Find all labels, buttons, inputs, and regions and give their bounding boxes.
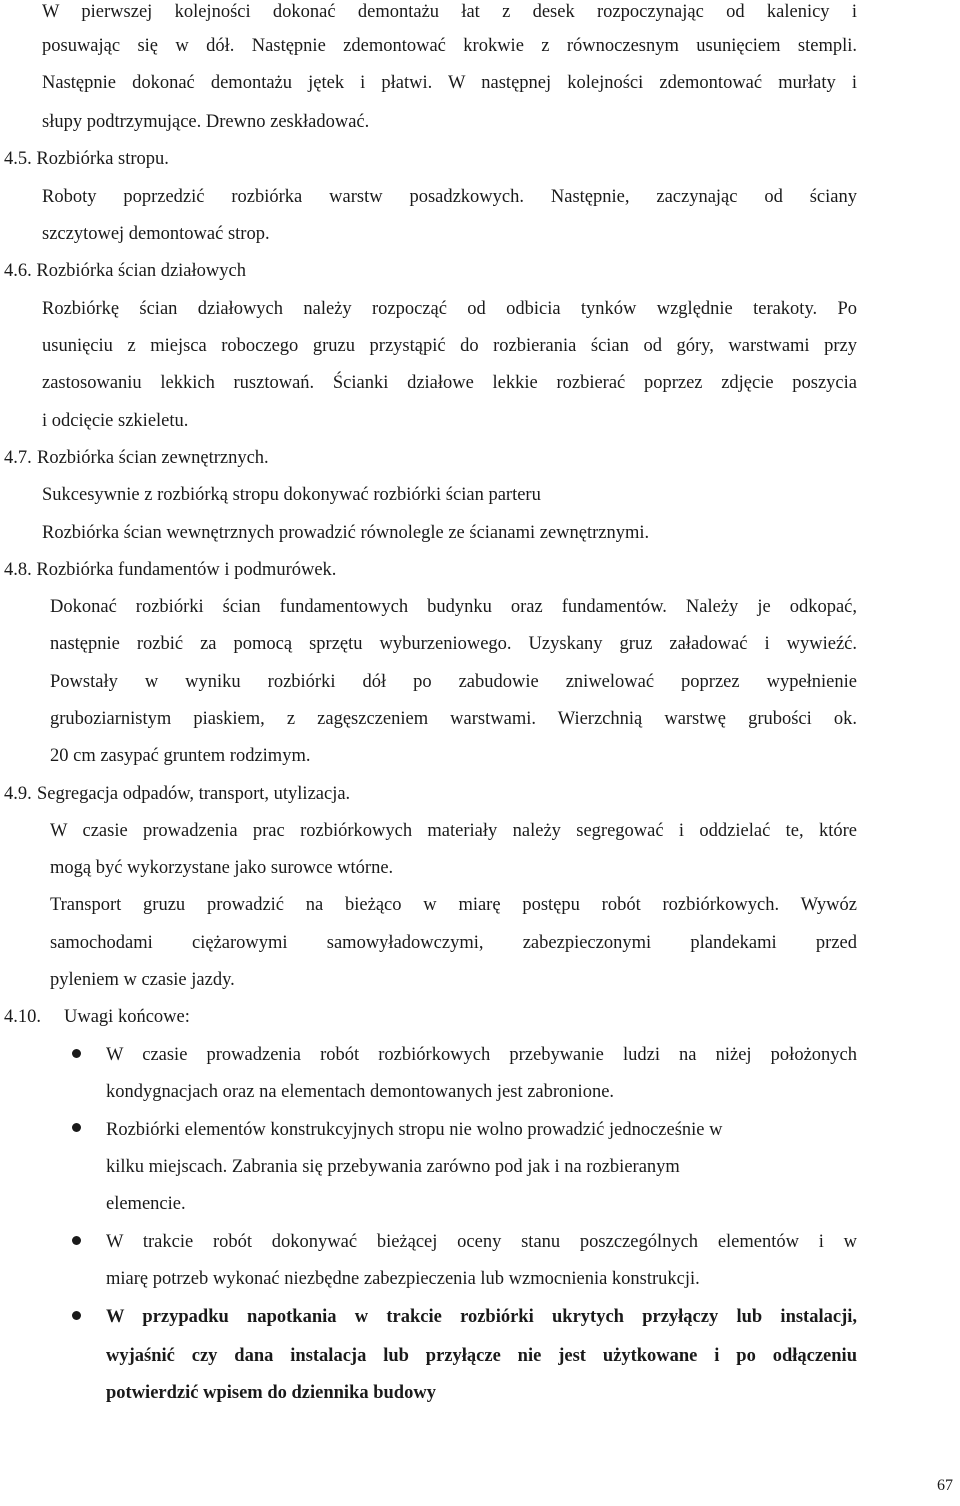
intro-line-1: W pierwszej kolejności dokonać demontażu łat z desek rozpoczynając od kalenicy i: [42, 2, 857, 22]
section-heading-4-8: 4.8. Rozbiórka fundamentów i podmurówek.: [4, 560, 337, 580]
section-number-4-10: 4.10.: [4, 1007, 41, 1027]
section-heading-4-6: 4.6. Rozbiórka ścian działowych: [4, 261, 246, 281]
section-heading-4-5: 4.5. Rozbiórka stropu.: [4, 149, 169, 169]
section-number-4-7: 4.7.: [4, 448, 32, 468]
bullet-2-line-1: Rozbiórki elementów konstrukcyjnych stropu nie wolno prowadzić jednocześnie w: [106, 1120, 723, 1140]
bullet-4-line-1: W przypadku napotkania w trakcie rozbiórki ukrytych przyłączy lub instalacji,: [106, 1307, 857, 1327]
s45-line-2: szczytowej demontować strop.: [42, 224, 270, 244]
s45-line-1: Roboty poprzedzić rozbiórka warstw posadzkowych. Następnie, zaczynając od ściany: [42, 187, 857, 207]
s47-line-2: Rozbiórka ścian wewnętrznych prowadzić równolegle ze ścianami zewnętrznymi.: [42, 523, 650, 543]
bullet-2-line-2: kilku miejscach. Zabrania się przebywania zarówno pod jak i na rozbieranym: [106, 1157, 680, 1177]
s49-line-3: Transport gruzu prowadzić na bieżąco w miarę postępu robót rozbiórkowych. Wywóz: [50, 895, 857, 915]
page-number: 67: [937, 1477, 953, 1494]
s46-line-3: zastosowaniu lekkich rusztowań. Ścianki działowe lekkie rozbierać poprzez zdjęcie poszycia: [42, 373, 857, 393]
bullet-4-line-3: potwierdzić wpisem do dziennika budowy: [106, 1383, 436, 1403]
s49-line-1: W czasie prowadzenia prac rozbiórkowych materiały należy segregować i oddzielać te, które: [50, 821, 857, 841]
intro-line-3: Następnie dokonać demontażu jętek i płatwi. W następnej kolejności zdemontować murłaty i: [42, 73, 857, 93]
s49-line-4: samochodami ciężarowymi samowyładowczymi, zabezpieczonymi plandekami przed: [50, 933, 857, 953]
intro-line-2: posuwając się w dół. Następnie zdemontować krokwie z równoczesnym usunięciem stempli.: [42, 36, 857, 56]
bullet-1-line-2: kondygnacjach oraz na elementach demontowanych jest zabronione.: [106, 1082, 615, 1102]
bullet-4-line-2: wyjaśnić czy dana instalacja lub przyłącze nie jest użytkowane i po odłączeniu: [106, 1346, 857, 1366]
bullet-1-line-1: W czasie prowadzenia robót rozbiórkowych przebywanie ludzi na niżej położonych: [106, 1045, 857, 1065]
s46-line-2: usunięciu z miejsca roboczego gruzu przystąpić do rozbierania ścian od góry, warstwami przy: [42, 336, 857, 356]
s48-line-1: Dokonać rozbiórki ścian fundamentowych budynku oraz fundamentów. Należy je odkopać,: [50, 597, 857, 617]
bullet-icon: [72, 1123, 81, 1132]
bullet-icon: [72, 1049, 81, 1058]
section-number-4-9: 4.9.: [4, 784, 32, 804]
s48-line-5: 20 cm zasypać gruntem rodzimym.: [50, 746, 311, 766]
s46-line-4: i odcięcie szkieletu.: [42, 411, 189, 431]
s48-line-4: gruboziarnistym piaskiem, z zagęszczeniem warstwami. Wierzchnią warstwę grubości ok.: [50, 709, 857, 729]
bullet-3-line-1: W trakcie robót dokonywać bieżącej oceny stanu poszczególnych elementów i w: [106, 1232, 857, 1252]
s48-line-2: następnie rozbić za pomocą sprzętu wyburzeniowego. Uzyskany gruz załadować i wywieźć.: [50, 634, 857, 654]
bullet-3-line-2: miarę potrzeb wykonać niezbędne zabezpieczenia lub wzmocnienia konstrukcji.: [106, 1269, 700, 1289]
intro-line-4: słupy podtrzymujące. Drewno zeskładować.: [42, 112, 370, 132]
s46-line-1: Rozbiórkę ścian działowych należy rozpocząć od odbicia tynków względnie terakoty. Po: [42, 299, 857, 319]
s48-line-3: Powstały w wyniku rozbiórki dół po zabudowie zniwelować poprzez wypełnienie: [50, 672, 857, 692]
section-title-4-10: Uwagi końcowe:: [64, 1007, 190, 1027]
s49-line-5: pyleniem w czasie jazdy.: [50, 970, 235, 990]
bullet-icon: [72, 1236, 81, 1245]
section-title-4-7: Rozbiórka ścian zewnętrznych.: [37, 448, 269, 468]
section-title-4-9: Segregacja odpadów, transport, utylizacja.: [37, 784, 351, 804]
s49-line-2: mogą być wykorzystane jako surowce wtórne.: [50, 858, 394, 878]
s47-line-1: Sukcesywnie z rozbiórką stropu dokonywać rozbiórki ścian parteru: [42, 485, 541, 505]
bullet-icon: [72, 1311, 81, 1320]
bullet-2-line-3: elemencie.: [106, 1194, 186, 1214]
